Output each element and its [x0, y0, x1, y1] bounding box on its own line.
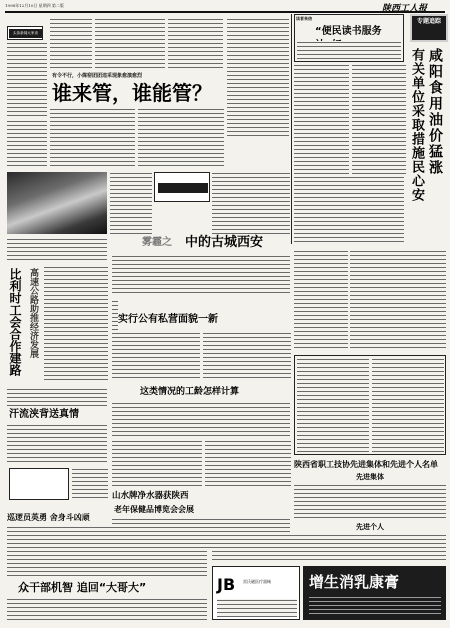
photo-side-text	[110, 172, 152, 234]
left-body-col	[7, 120, 47, 168]
right-col-text-2	[352, 64, 406, 174]
patrol-body	[7, 526, 207, 578]
left-small-ad	[9, 468, 69, 500]
patrol-headline: 巡逻员英勇 舍身斗凶顽	[7, 513, 90, 522]
masthead: 陕西工人报	[382, 4, 428, 14]
question-body	[112, 402, 290, 438]
mid-list-1	[112, 440, 202, 488]
ad-logo: JB	[217, 575, 236, 594]
top-left-label-box	[7, 26, 43, 40]
bottom-ad-right	[303, 566, 446, 620]
machine-body	[7, 598, 207, 620]
housing-headline: 实行公有私营面貌一新	[118, 314, 218, 325]
advanced-headline: 陕西省职工技协先进集体和先进个人名单	[294, 460, 438, 469]
highway-sub: 高速公路助推经济发展	[28, 268, 38, 358]
sweat-body	[7, 424, 107, 464]
headline-kicker: 有令不行，小煤窑团团违采现象愈演愈烈	[52, 73, 143, 79]
ad-small-text: 雷氏磁医疗器械	[243, 579, 271, 584]
headline-body-2	[138, 108, 224, 168]
elderly-headline: 老年保健品博览会会展	[114, 505, 194, 514]
highway-headline: 比利时工会合作建路	[8, 268, 22, 376]
lead-column-2	[95, 18, 165, 68]
highway-body	[44, 266, 108, 382]
right-col-text-1	[294, 64, 349, 174]
right-boxed-story	[294, 355, 446, 455]
sweat-headline: 汗流浃背送真情	[9, 409, 79, 420]
right-story-1	[294, 250, 348, 350]
xian-headline: 中的古城西安	[185, 235, 264, 250]
food-sub: 有关单位采取措施民心安	[409, 48, 424, 202]
readers-side-label: 读者来信	[296, 16, 312, 21]
header-date: 1998年12月10日 星期四 第二版	[5, 3, 64, 8]
bottom-ad-left	[212, 566, 300, 620]
lead-column-4	[227, 18, 289, 138]
right-mid-col	[294, 176, 404, 244]
food-headline: 咸阳食用油价猛涨	[427, 48, 443, 176]
ad-box-mid	[154, 172, 210, 202]
top-left-label: 头条新闻大家谈	[9, 29, 42, 38]
advanced-list-2	[212, 534, 446, 562]
food-side-label: 专题追踪	[412, 16, 446, 40]
left-lower-body	[7, 238, 107, 263]
xian-kicker: 雾霾之	[142, 237, 172, 248]
boxed-body-1	[297, 358, 369, 454]
housing-body-2	[203, 332, 291, 380]
xian-body	[112, 255, 290, 295]
headline-main: 谁来管，谁能管？	[52, 81, 212, 105]
housing-question: 这类情况的工龄怎样计算	[140, 387, 240, 397]
machine-headline: 众干部机智 追回“大哥大”	[18, 581, 147, 594]
housing-body-1	[112, 332, 200, 380]
ad-mid-logo	[158, 183, 208, 193]
advanced-sub1: 先进集体	[356, 473, 384, 481]
food-side-label-box	[410, 14, 448, 42]
readers-text	[297, 41, 401, 61]
ad-left-body	[217, 599, 297, 617]
left-ad-text	[72, 468, 108, 500]
readers-box	[294, 14, 404, 62]
purifier-headline: 山水牌净水器获陕西	[112, 491, 189, 501]
headline-body-1	[50, 108, 135, 168]
advanced-sub2: 先进个人	[356, 523, 384, 531]
boxed-body-2	[372, 358, 444, 454]
right-divider	[291, 14, 292, 244]
advanced-list-1	[294, 484, 446, 520]
news-photo	[7, 172, 107, 234]
lead-column-3	[168, 18, 223, 68]
header-rule	[5, 11, 445, 13]
left-story-body	[7, 388, 107, 408]
lead-column-1	[50, 18, 92, 68]
readers-column-title: “便民读书服务	[315, 26, 382, 37]
mid-text-col	[212, 172, 290, 234]
mid-list-2	[205, 440, 291, 488]
right-story-2	[350, 250, 446, 350]
ad-right-body	[309, 596, 441, 616]
ad-dairy-title: 增生消乳康膏	[309, 573, 400, 591]
top-left-text	[7, 42, 47, 117]
